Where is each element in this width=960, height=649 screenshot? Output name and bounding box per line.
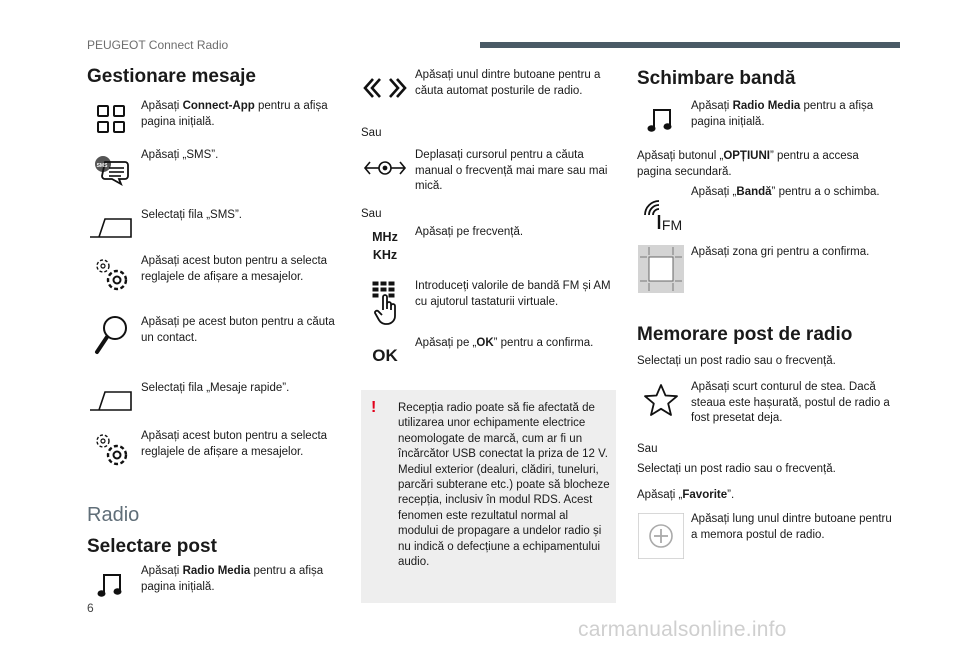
ok-label-icon: OK: [372, 346, 398, 365]
mhz-label: MHz: [372, 230, 398, 244]
music-note-icon: [637, 99, 685, 139]
heading-schimbare-banda: Schimbare bandă: [637, 68, 796, 89]
header-bar: [480, 42, 900, 48]
item-text: Apăsați Connect-App pentru a afișa pagina inițială.: [141, 100, 328, 128]
gear-icon: [87, 254, 135, 294]
seek-arrows-icon: [361, 68, 409, 108]
item-long-press: [637, 512, 892, 560]
item-text: Apăsați pe „OK” pentru a confirma.: [415, 337, 594, 349]
text-options: Apăsați butonul „OPȚIUNI” pentru a accesa pagina secundară.: [637, 150, 859, 178]
music-note-icon: [87, 564, 135, 604]
item-settings-1: [87, 254, 342, 294]
item-frequency: [361, 225, 616, 267]
sms-bubble-icon: [87, 148, 135, 188]
item-ok: [361, 336, 616, 376]
apps-grid-icon: [87, 99, 135, 139]
item-text: Apăsați „SMS”.: [141, 149, 219, 161]
khz-label: KHz: [372, 248, 398, 262]
item-settings-2: [87, 429, 342, 469]
keypad-hand-icon: [361, 279, 409, 327]
item-text: Apăsați pe acest buton pentru a căuta un contact.: [141, 316, 335, 344]
page-number: 6: [87, 601, 94, 615]
item-text: Apăsați acest buton pentru a selecta reglajele de afișare a mesajelor.: [141, 255, 328, 283]
sms-icon-label: SMS: [96, 162, 108, 169]
fm-label: FM: [661, 217, 683, 233]
running-header: PEUGEOT Connect Radio: [87, 38, 229, 52]
add-preset-icon: [637, 512, 685, 560]
item-text: Apăsați „Bandă” pentru a o schimba.: [691, 186, 880, 198]
tab-icon: [87, 208, 135, 248]
item-text: Apăsați zona gri pentru a confirma.: [691, 246, 870, 258]
heading-selectare-post: Selectare post: [87, 536, 217, 557]
text-select-station: Selectați un post radio sau o frecvență.: [637, 355, 836, 367]
frequency-icon: [361, 225, 409, 267]
item-text: Apăsați scurt conturul de stea. Dacă steaua este hașurată, postul de radio a fost presetat deja.: [691, 381, 890, 424]
text-favorite: Apăsați „Favorite”.: [637, 489, 735, 501]
item-text: Deplasați cursorul pentru a căuta manual o frecvență mai mare sau mai mică.: [415, 149, 608, 192]
item-band-select: [637, 185, 892, 233]
slider-arrows-icon: [361, 148, 409, 188]
watermark: carmanualsonline.info: [578, 618, 787, 641]
item-radio-media: [87, 564, 342, 604]
heading-radio: Radio: [87, 504, 140, 526]
item-text: Apăsați unul dintre butoane pentru a căuta automat posturile de radio.: [415, 69, 601, 97]
star-icon: [637, 380, 685, 420]
item-text: Introduceți valorile de bandă FM și AM cu ajutorul tastaturii virtuale.: [415, 280, 611, 308]
fm-broadcast-icon: [637, 185, 685, 233]
gear-icon: [87, 429, 135, 469]
item-connect-app: [87, 99, 342, 139]
warning-text: Recepția radio poate să fie afectată de utilizarea unor echipamente electrice neomologate de marcă, cum ar fi un încărcător USB conectat la priza de 12 V. Mediul exterior (dealuri, clădiri, tuneluri, parcări subterane etc.) poate să blocheze recepția, inclusiv în modul RDS. Acest fenomen este rezultatul normal al modului de propagare a undelor radio și nu indică o defecțiune a echipamentului audio.: [398, 402, 610, 569]
item-grey-zone: [637, 245, 892, 293]
text-sau: Sau: [361, 208, 382, 220]
item-text: Selectați fila „SMS”.: [141, 209, 242, 221]
item-text: Apăsați Radio Media pentru a afișa pagina inițială.: [141, 565, 324, 593]
item-text: Apăsați lung unul dintre butoane pentru a memora postul de radio.: [691, 513, 892, 541]
item-tab-quick: [87, 381, 342, 421]
item-text: Apăsați Radio Media pentru a afișa pagina inițială.: [691, 100, 874, 128]
text-sau: Sau: [361, 127, 382, 139]
item-search-contact: [87, 315, 342, 355]
item-star: [637, 380, 892, 427]
search-icon: [87, 315, 135, 355]
text-select-station: Selectați un post radio sau o frecvență.: [637, 463, 836, 475]
item-text: Selectați fila „Mesaje rapide”.: [141, 382, 290, 394]
item-text: Apăsați acest buton pentru a selecta reglajele de afișare a mesajelor.: [141, 430, 328, 458]
heading-gestionare-mesaje: Gestionare mesaje: [87, 66, 256, 87]
heading-memorare-post: Memorare post de radio: [637, 324, 853, 345]
item-band-radio-media: [637, 99, 892, 139]
tab-icon: [87, 381, 135, 421]
text-sau: Sau: [637, 443, 658, 455]
item-auto-search: [361, 68, 616, 108]
warning-icon: !: [371, 399, 377, 416]
item-manual-search: [361, 148, 616, 195]
warning-box: [361, 390, 616, 603]
item-sms: [87, 148, 342, 188]
item-keyboard: [361, 279, 616, 327]
item-tab-sms: [87, 208, 342, 248]
item-text: Apăsați pe frecvență.: [415, 226, 524, 238]
grey-zone-icon: [637, 245, 685, 293]
